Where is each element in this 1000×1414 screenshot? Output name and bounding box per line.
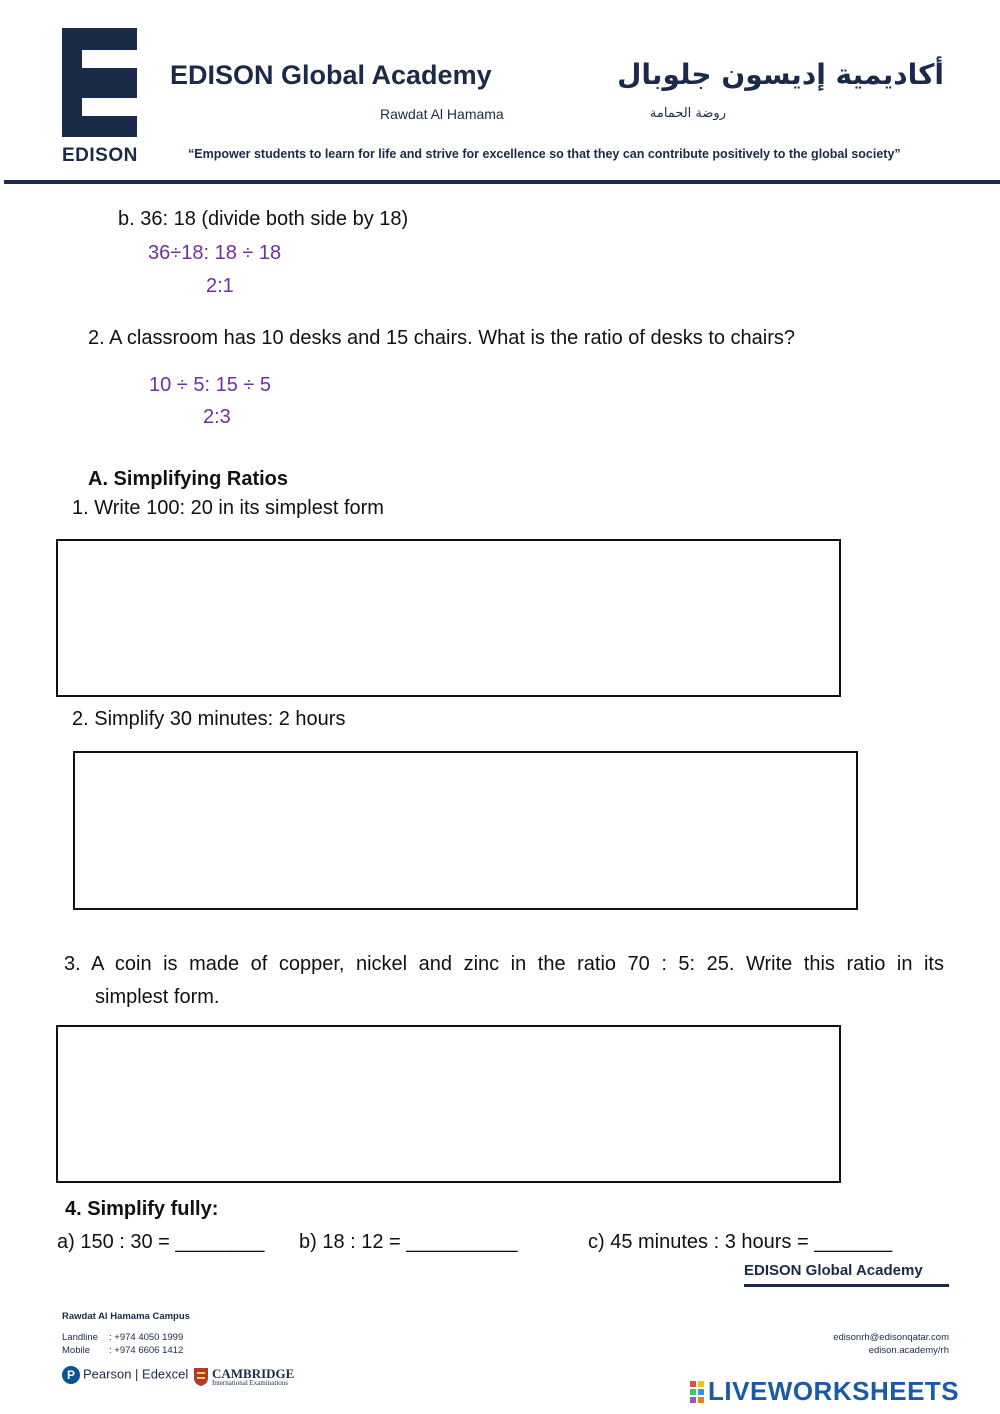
example-2-working: 10 ÷ 5: 15 ÷ 5 — [149, 374, 272, 396]
academy-name: EDISON Global Academy — [170, 60, 492, 90]
header-divider — [4, 180, 1000, 184]
question-3 — [64, 953, 944, 1009]
question-4a[interactable]: a) 150 : 30 = ________ — [57, 1231, 265, 1253]
footer-landline: : +974 4050 1999 — [109, 1332, 184, 1343]
footer-website[interactable]: edison.academy/rh — [868, 1345, 949, 1356]
motto: “Empower students to learn for life and strive for excellence so that they can contribute positively to the global society” — [188, 147, 901, 161]
footer-mobile-label: Mobile — [62, 1345, 90, 1356]
example-2-answer: 2:3 — [203, 406, 231, 428]
liveworksheets-icon — [690, 1381, 704, 1403]
example-b-working: 36÷18: 18 ÷ 18 — [148, 242, 282, 264]
footer-brand: EDISON Global Academy — [744, 1262, 923, 1279]
pearson-logo — [62, 1366, 188, 1384]
example-b-question: b. 36: 18 (divide both side by 18) — [118, 208, 409, 230]
campus-name-arabic: روضة الحمامة — [649, 106, 726, 121]
question-3-line-1: 3. A coin is made of copper, nickel and zinc in the ratio 70 : 5: 25. Write this ratio in its — [64, 953, 944, 975]
footer-divider — [744, 1284, 949, 1287]
logo-wordmark: EDISON — [62, 145, 138, 166]
footer-mobile: : +974 6606 1412 — [109, 1345, 184, 1356]
question-4-title: 4. Simplify fully: — [65, 1198, 219, 1220]
answer-box-1[interactable] — [56, 539, 841, 697]
pearson-text: Pearson | Edexcel — [83, 1366, 189, 1382]
footer-campus: Rawdat Al Hamama Campus — [62, 1311, 190, 1322]
cambridge-shield-icon — [194, 1368, 208, 1386]
example-2-question: 2. A classroom has 10 desks and 15 chairs. What is the ratio of desks to chairs? — [88, 327, 796, 349]
answer-box-2[interactable] — [73, 751, 858, 910]
question-2: 2. Simplify 30 minutes: 2 hours — [72, 708, 346, 730]
answer-box-3[interactable] — [56, 1025, 841, 1183]
section-a-title: A. Simplifying Ratios — [88, 468, 289, 490]
liveworksheets-watermark — [690, 1376, 959, 1407]
question-1: 1. Write 100: 20 in its simplest form — [72, 497, 384, 519]
example-b-answer: 2:1 — [206, 275, 234, 297]
liveworksheets-text: LIVEWORKSHEETS — [708, 1376, 960, 1406]
footer-email[interactable]: edisonrh@edisonqatar.com — [833, 1332, 949, 1343]
cambridge-title: CAMBRIDGE — [212, 1366, 295, 1381]
pearson-icon: P — [62, 1366, 80, 1384]
campus-name: Rawdat Al Hamama — [380, 106, 504, 122]
question-4c[interactable]: c) 45 minutes : 3 hours = _______ — [588, 1231, 893, 1253]
question-3-line-2: simplest form. — [95, 986, 220, 1008]
question-4b[interactable]: b) 18 : 12 = __________ — [299, 1231, 518, 1253]
edison-logo-icon — [62, 28, 137, 137]
cambridge-logo — [194, 1367, 294, 1387]
footer-landline-label: Landline — [62, 1332, 98, 1343]
academy-name-arabic: أكاديمية إديسون جلوبال — [617, 58, 944, 91]
cambridge-subtitle: International Examinations — [212, 1379, 289, 1387]
